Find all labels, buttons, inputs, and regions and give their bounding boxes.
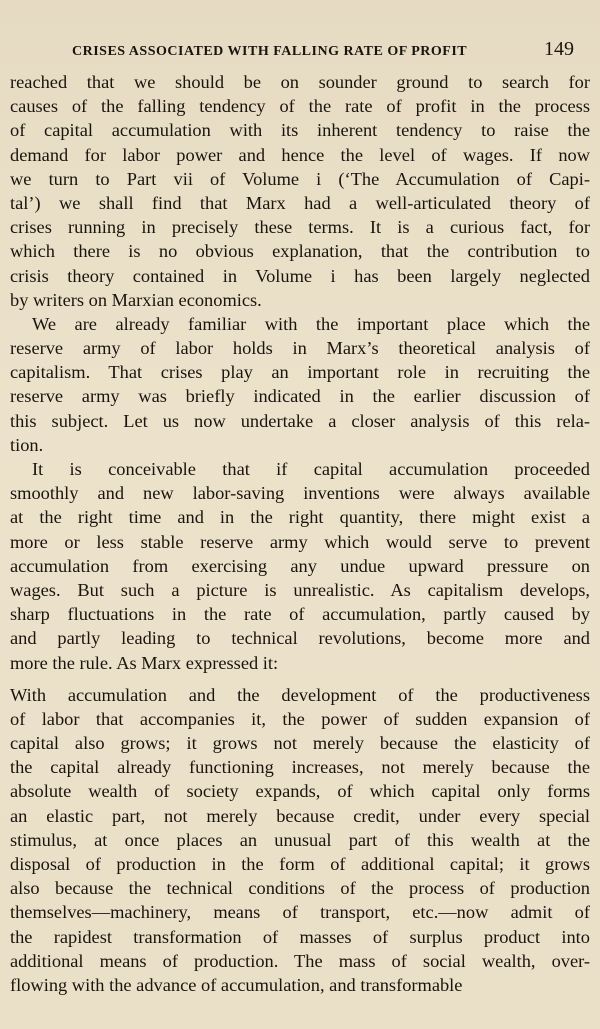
text-line: we turn to Part vii of Volume i (‘The Accumulation of Capi- (10, 168, 590, 189)
text-line: themselves—machinery, means of transport, etc.—now admit of (10, 902, 590, 923)
quote-spacer (10, 675, 590, 683)
paragraph (10, 70, 590, 312)
text-line: smoothly and new labor-saving inventions were always available (10, 483, 590, 504)
text-line: an elastic part, not merely because credit, under every special (10, 805, 590, 826)
body-text (10, 70, 590, 997)
text-line: of labor that accompanies it, the power of sudden expansion of (10, 708, 590, 729)
text-line: causes of the falling tendency of the rate of profit in the process (10, 96, 590, 117)
text-line: also because the technical conditions of the process of production (10, 878, 590, 899)
text-line: absolute wealth of society expands, of which capital only forms (10, 781, 590, 802)
text-line: With accumulation and the development of the productiveness (10, 684, 590, 705)
text-line: tion. (10, 434, 44, 455)
text-line: wages. But such a picture is unrealistic. As capitalism develops, (10, 579, 590, 600)
text-line: this subject. Let us now undertake a closer analysis of this rela- (10, 410, 590, 431)
running-head (72, 38, 574, 60)
text-line: sharp fluctuations in the rate of accumulation, partly caused by (10, 604, 590, 625)
paragraph (10, 683, 590, 997)
text-line: capitalism. That crises play an important role in recruiting the (10, 362, 590, 383)
text-line: crises running in precisely these terms. It is a curious fact, for (10, 217, 590, 238)
text-line: crisis theory contained in Volume i has been largely neglected (10, 265, 590, 286)
running-head-title: CRISES ASSOCIATED WITH FALLING RATE OF PROFIT (72, 44, 468, 59)
text-line: reached that we should be on sounder ground to search for (10, 72, 590, 92)
text-line: the rapidest transformation of masses of surplus product into (10, 926, 590, 947)
text-line: accumulation from exercising any undue upward pressure on (10, 555, 590, 576)
paragraph (10, 312, 590, 457)
text-line: more or less stable reserve army which would serve to prevent (10, 531, 590, 552)
text-line: tal’) we shall find that Marx had a well-articulated theory of (10, 192, 590, 213)
text-line: which there is no obvious explanation, that the contribution to (10, 241, 590, 262)
text-line: at the right time and in the right quantity, there might exist a (10, 507, 590, 528)
text-line: It is conceivable that if capital accumulation proceeded (32, 459, 590, 479)
text-line: stimulus, at once places an unusual part of this wealth at the (10, 829, 590, 850)
text-line: capital also grows; it grows not merely because the elasticity of (10, 733, 590, 754)
text-line: and partly leading to technical revolutions, become more and (10, 628, 590, 649)
text-line: We are already familiar with the important place which the (32, 313, 590, 334)
text-line: flowing with the advance of accumulation, and transformable (10, 974, 463, 995)
text-line: reserve army of labor holds in Marx’s theoretical analysis of (10, 338, 590, 359)
text-line: additional means of production. The mass of social wealth, over- (10, 950, 590, 971)
paragraph (10, 457, 590, 675)
text-line: disposal of production in the form of additional capital; it grows (10, 854, 590, 874)
page-number: 149 (544, 38, 574, 60)
text-line: of capital accumulation with its inherent tendency to raise the (10, 120, 590, 141)
text-line: by writers on Marxian economics. (10, 289, 262, 310)
text-line: the capital already functioning increases, not merely because the (10, 757, 590, 778)
text-line: reserve army was briefly indicated in the earlier discussion of (10, 386, 590, 407)
text-line: more the rule. As Marx expressed it: (10, 652, 279, 673)
text-line: demand for labor power and hence the level of wages. If now (10, 144, 590, 165)
